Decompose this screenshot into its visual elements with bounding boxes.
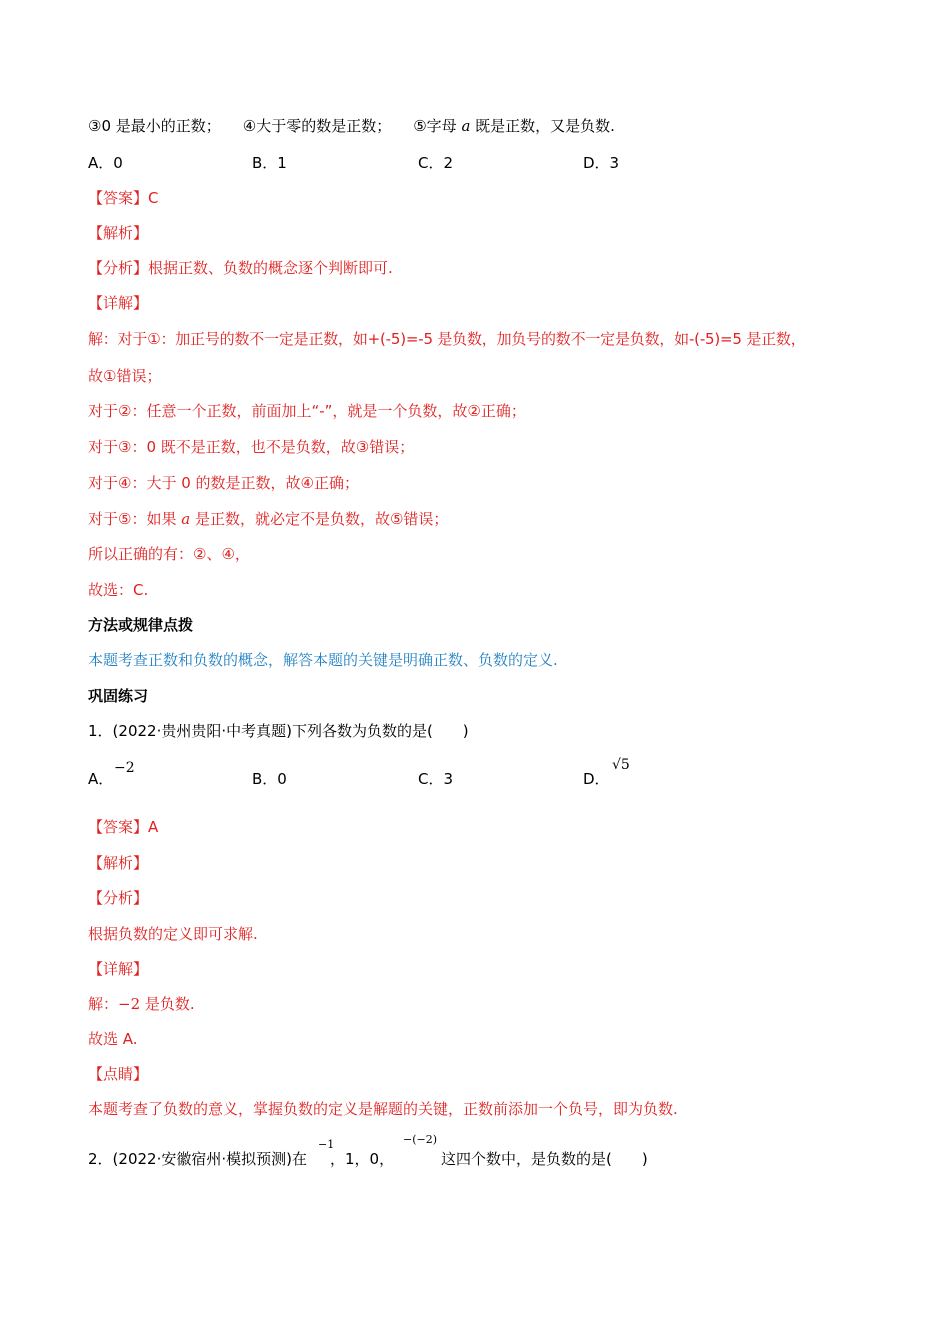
practice-question-2-prefix: 2．(2022·安徽宿州·模拟预测)在 bbox=[88, 1150, 307, 1168]
statement-4: ④大于零的数是正数； bbox=[242, 117, 392, 135]
option-c: C．2 bbox=[418, 154, 454, 172]
p1-option-a-label: A． bbox=[88, 770, 114, 788]
practice-question-2-middle: ，1，0， bbox=[330, 1150, 395, 1168]
p1-jiexi-label: 【解析】 bbox=[88, 854, 149, 872]
p1-dianjing-text: 本题考查了负数的意义，掌握负数的定义是解题的关键，正数前添加一个负号，即为负数. bbox=[88, 1100, 678, 1118]
p1-dianjing-label: 【点睛】 bbox=[88, 1065, 149, 1083]
solution-line-4: 对于③：0 既不是正数，也不是负数，故③错误； bbox=[88, 438, 415, 456]
statement-3: ③0 是最小的正数； bbox=[88, 117, 221, 135]
fenxi-text: 根据正数、负数的概念逐个判断即可. bbox=[148, 259, 393, 277]
p1-option-a-math: −2 bbox=[114, 760, 135, 776]
practice-question-2-suffix: 这四个数中，是负数的是( ) bbox=[441, 1150, 648, 1168]
solution-line-2: 故①错误； bbox=[88, 367, 162, 385]
jiexi-label: 【解析】 bbox=[88, 224, 149, 242]
p1-option-b: B．0 bbox=[252, 770, 287, 788]
solution-line-6-suffix: 是正数，就必定不是负数，故⑤错误； bbox=[190, 510, 449, 528]
solution-line-1: 解：对于①：加正号的数不一定是正数，如+(-5)=-5 是负数，加负号的数不一定是负数，如-(-5)=5 是正数， bbox=[88, 330, 806, 348]
method-text: 本题考查正数和负数的概念，解答本题的关键是明确正数、负数的定义. bbox=[88, 651, 558, 669]
p2-math-neg1: −1 bbox=[318, 1138, 335, 1151]
solution-line-7: 所以正确的有：②、④， bbox=[88, 545, 250, 563]
practice-question-1: 1．(2022·贵州贵阳·中考真题)下列各数为负数的是( ) bbox=[88, 722, 469, 740]
answer-label: 【答案】C bbox=[88, 189, 159, 207]
fenxi-label: 【分析】 bbox=[88, 259, 149, 277]
p1-solution-prefix: 解： bbox=[88, 995, 119, 1013]
solution-line-6-prefix: 对于⑤：如果 bbox=[88, 510, 182, 528]
option-b: B．1 bbox=[252, 154, 287, 172]
fenxi-line bbox=[88, 257, 393, 279]
p1-fenxi-label: 【分析】 bbox=[88, 889, 149, 907]
p1-option-d-math: √5 bbox=[612, 757, 630, 773]
p1-fenxi-text: 根据负数的定义即可求解. bbox=[88, 925, 258, 943]
p1-solution-line bbox=[88, 993, 195, 1015]
option-d: D．3 bbox=[583, 154, 620, 172]
solution-line-8: 故选：C. bbox=[88, 581, 149, 599]
statement-5-suffix: 既是正数，又是负数. bbox=[470, 117, 615, 135]
solution-line-6 bbox=[88, 508, 448, 530]
solution-line-5: 对于④：大于 0 的数是正数，故④正确； bbox=[88, 474, 359, 492]
p1-option-d-label: D． bbox=[583, 770, 610, 788]
p1-xiangjie-label: 【详解】 bbox=[88, 960, 149, 978]
p1-option-c: C．3 bbox=[418, 770, 454, 788]
practice-heading: 巩固练习 bbox=[88, 687, 149, 705]
method-heading: 方法或规律点拨 bbox=[88, 616, 194, 634]
p1-choose-line: 故选 A. bbox=[88, 1030, 138, 1048]
option-a: A．0 bbox=[88, 154, 123, 172]
p1-answer-label: 【答案】A bbox=[88, 818, 159, 836]
xiangjie-label: 【详解】 bbox=[88, 294, 149, 312]
p1-solution-math: −2 bbox=[118, 995, 141, 1013]
statement-5-prefix: ⑤字母 bbox=[413, 117, 462, 135]
solution-line-3: 对于②：任意一个正数，前面加上“-”，就是一个负数，故②正确； bbox=[88, 402, 526, 420]
variable-a: a bbox=[181, 510, 191, 528]
p2-math-neg-neg2: −(−2) bbox=[403, 1133, 438, 1146]
variable-a: a bbox=[461, 117, 471, 135]
p1-solution-suffix: 是负数. bbox=[140, 995, 195, 1013]
question-statements-line bbox=[88, 115, 615, 137]
